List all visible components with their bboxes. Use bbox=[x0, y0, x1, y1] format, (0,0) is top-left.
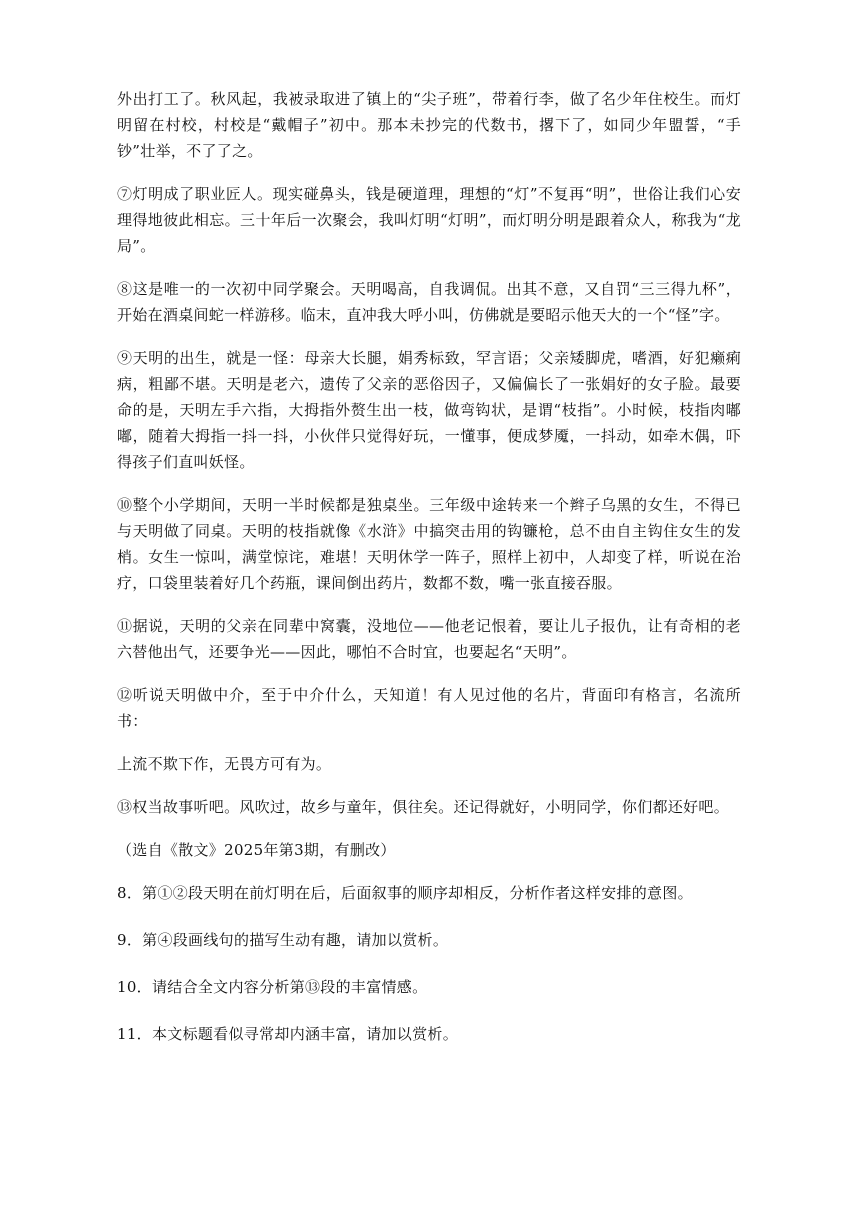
paragraph-11: ⑪据说，天明的父亲在同辈中窝囊，没地位——他老记恨着，要让儿子报仇，让有奇相的老六替他出气，还要争光——因此，哪怕不合时宜，也要起名“天明”。 bbox=[117, 617, 741, 661]
paragraph-continuation: 外出打工了。秋风起，我被录取进了镇上的“尖子班”，带着行李，做了名少年住校生。而灯明留在村校，村校是“戴帽子”初中。那本未抄完的代数书，撂下了，如同少年盟誓，“手钞”壮举，不了了之。 bbox=[117, 90, 741, 160]
paragraph-10: ⑩整个小学期间，天明一半时候都是独桌坐。三年级中途转来一个辫子乌黑的女生，不得已与天明做了同桌。天明的枝指就像《水浒》中搞突击用的钩镰枪，总不由自主钩住女生的发梢。女生一惊叫，满堂惊诧，难堪！天明休学一阵子，照样上初中，人却变了样，听说在治疗，口袋里装着好几个药瓶，课间倒出药片，数都不数，嘴一张直接吞服。 bbox=[117, 496, 741, 592]
paragraph-7: ⑦灯明成了职业匠人。现实碰鼻头，钱是硬道理，理想的“灯”不复再“明”，世俗让我们心安理得地彼此相忘。三十年后一次聚会，我叫灯明“灯明”，而灯明分明是跟着众人，称我为“龙局”。 bbox=[117, 185, 741, 255]
paragraph-12: ⑫听说天明做中介，至于中介什么，天知道！有人见过他的名片，背面印有格言，名流所书： bbox=[117, 686, 741, 730]
motto-line: 上流不欺下作，无畏方可有为。 bbox=[117, 755, 332, 773]
question-10: 10．请结合全文内容分析第⑬段的丰富情感。 bbox=[117, 978, 428, 996]
document-page bbox=[117, 86, 741, 1068]
source-note: （选自《散文》2025年第3期，有删改） bbox=[117, 841, 396, 859]
paragraph-9: ⑨天明的出生，就是一怪：母亲大长腿，娟秀标致，罕言语；父亲矮脚虎，嗜酒，好犯癞痢病，粗鄙不堪。天明是老六，遗传了父亲的恶俗因子，又偏偏长了一张娟好的女子脸。最要命的是，天明左手六指，大拇指外赘生出一枝，做弯钩状，是谓“枝指”。小时候，枝指肉嘟嘟，随着大拇指一抖一抖，小伙伴只觉得好玩，一懂事，便成梦魇，一抖动，如牵木偶，吓得孩子们直叫妖怪。 bbox=[117, 349, 741, 471]
question-8: 8．第①②段天明在前灯明在后，后面叙事的顺序却相反，分析作者这样安排的意图。 bbox=[117, 884, 693, 902]
question-9: 9．第④段画线句的描写生动有趣，请加以赏析。 bbox=[117, 931, 449, 949]
paragraph-13: ⑬权当故事听吧。风吹过，故乡与童年，俱往矣。还记得就好，小明同学，你们都还好吧。 bbox=[117, 798, 730, 816]
paragraph-8: ⑧这是唯一的一次初中同学聚会。天明喝高，自我调侃。出其不意，又自罚“三三得九杯”，开始在酒桌间蛇一样游移。临末，直冲我大呼小叫，仿佛就是要昭示他天大的一个“怪”字。 bbox=[117, 280, 741, 324]
question-11: 11．本文标题看似寻常却内涵丰富，请加以赏析。 bbox=[117, 1025, 458, 1043]
